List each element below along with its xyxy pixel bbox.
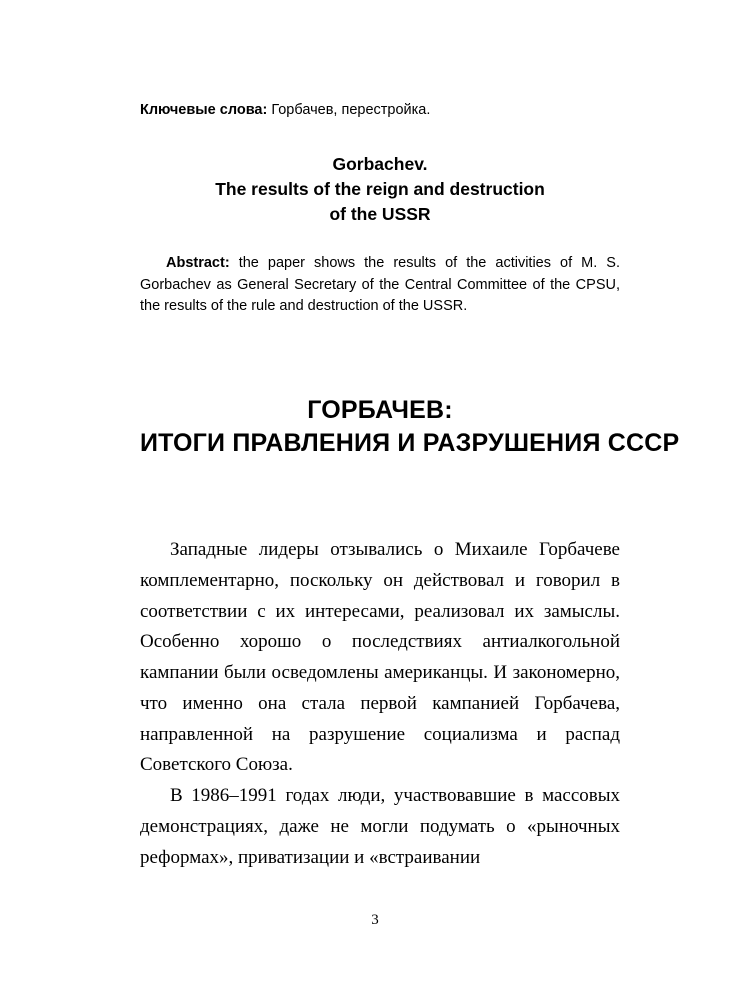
article-title-line-2: ИТОГИ ПРАВЛЕНИЯ И РАЗРУШЕНИЯ СССР [140, 428, 680, 457]
keywords-line [140, 100, 620, 120]
page-content [140, 100, 680, 874]
body-paragraph-2: В 1986–1991 годах люди, участвовавшие в массовых демонстрациях, даже не могли подумать о «рыночных реформах», приватизации и «встраивании [140, 785, 620, 868]
body-text [140, 535, 620, 873]
keywords-value: Горбачев, перестройка. [267, 102, 431, 118]
english-title-line-1: Gorbachev. [332, 154, 428, 175]
english-title-line-2: The results of the reign and destruction [215, 179, 545, 200]
article-title-line-1: ГОРБАЧЕВ: [307, 396, 453, 425]
english-title [140, 152, 620, 227]
body-paragraph-1: Западные лидеры отзывались о Михаиле Горбачеве комплементарно, поскольку он действовал и говорил в соответствии с их интересами, реализовал их замыслы. Особенно хорошо о последствиях антиалкогольной кампании были осведомлены американцы. И закономерно, что именно она стала первой кампанией Горбачева, направленной на разрушение социализма и распад Советского Союза. [140, 539, 620, 776]
keywords-label: Ключевые слова: [140, 102, 268, 118]
abstract-paragraph [140, 253, 620, 318]
english-title-line-3: of the USSR [329, 203, 431, 224]
abstract-text: the paper shows the results of the activities of M. S. Gorbachev as General Secretary of the Central Committee of the CPSU, the results of the rule and destruction of the USSR. [140, 254, 620, 315]
abstract-label: Abstract: [166, 254, 230, 271]
page-number: 3 [371, 912, 379, 928]
article-title [140, 394, 680, 459]
